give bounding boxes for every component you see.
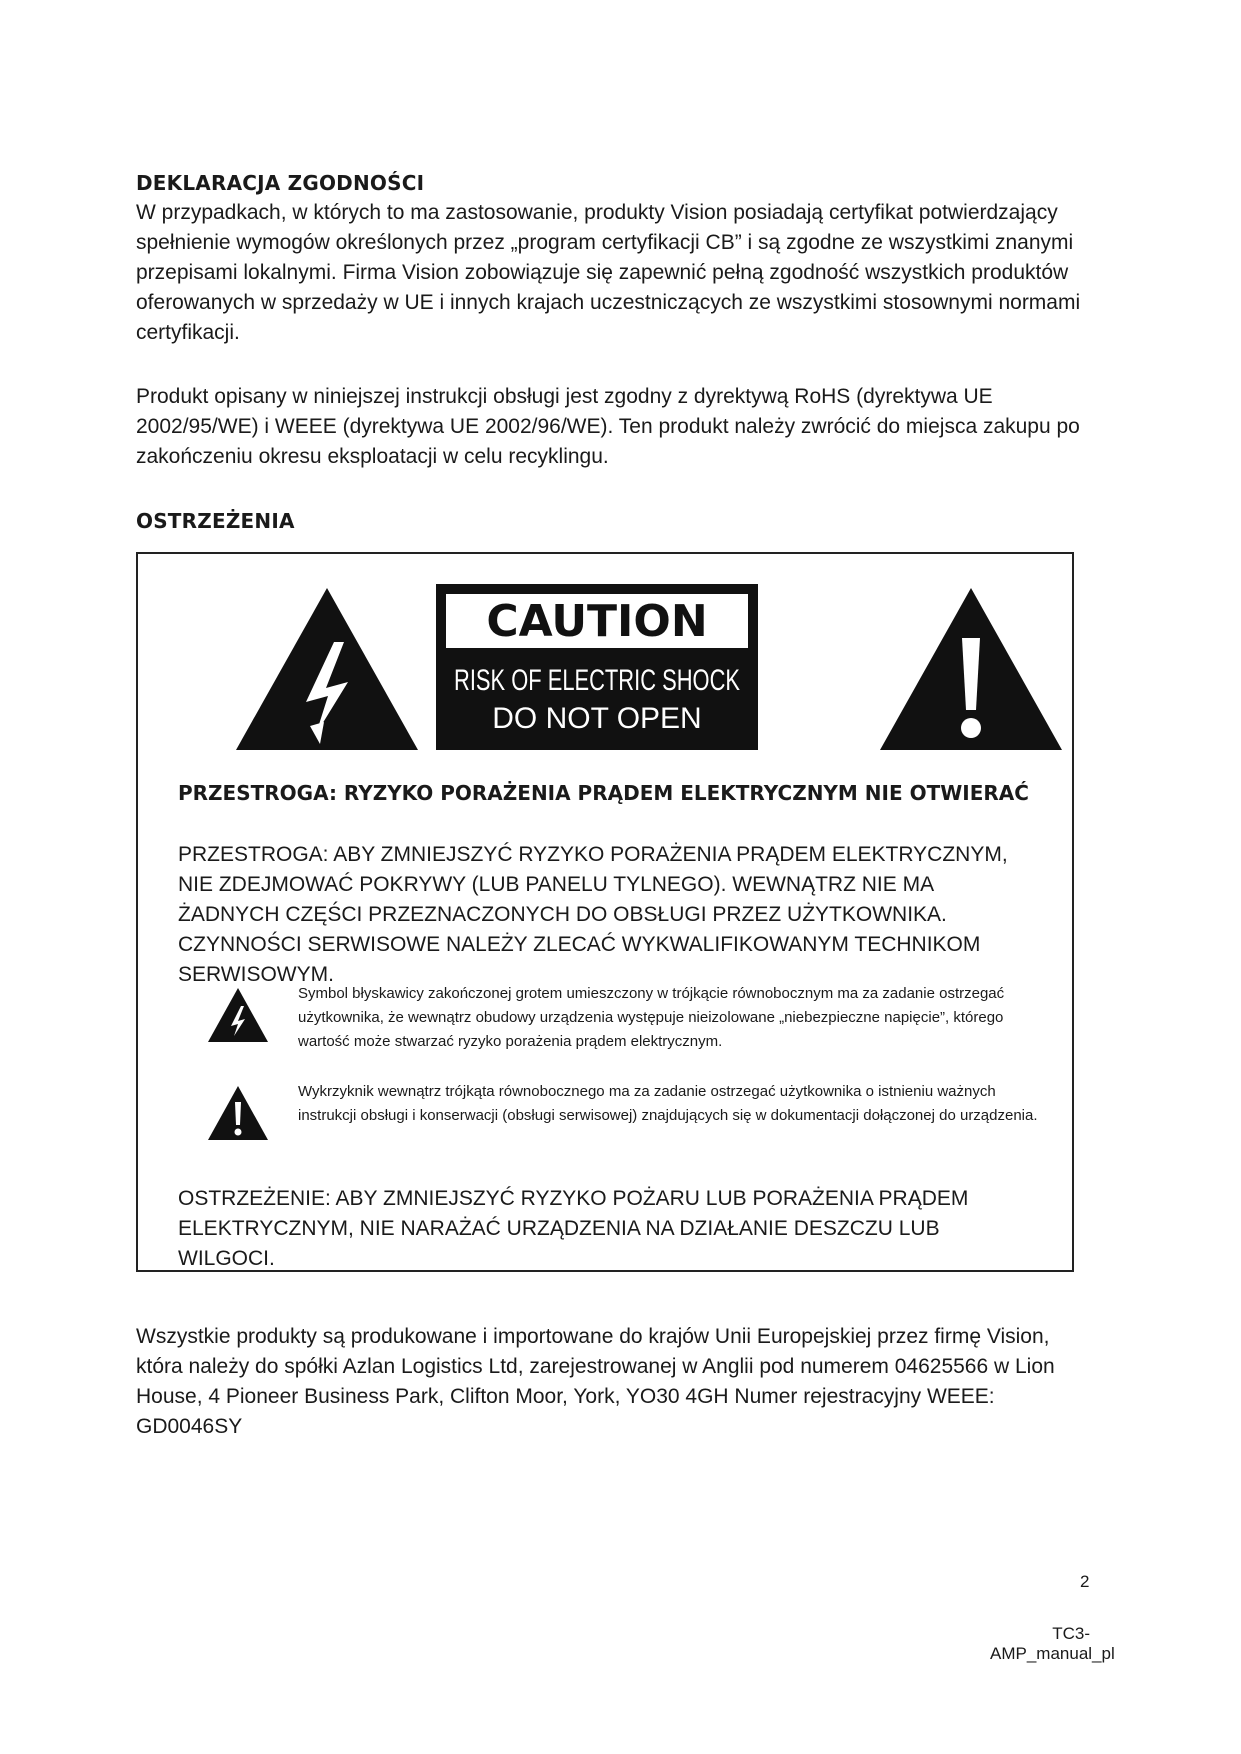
lightning-triangle-icon (206, 986, 270, 1044)
symbol-description: Wykrzyknik wewnątrz trójkąta równobocznego ma za zadanie ostrzegać użytkownika o istnieniu ważnych instrukcji obsługi i konserwacji (obsługi serwisowej) znajdujących się w dokumentacji dołączonej do urządzenia. (298, 1083, 1038, 1124)
warnings-heading: OSTRZEŻENIA (136, 509, 295, 533)
box-warning-text: OSTRZEŻENIE: ABY ZMNIEJSZYĆ RYZYKO POŻARU LUB PORAŻENIA PRĄDEM ELEKTRYCZNYM, NIE NARAŻAĆ URZĄDZENIA NA DZIAŁANIE DESZCZU LUB WILGOCI. (178, 1187, 969, 1270)
warning-box (136, 552, 1074, 1272)
rohs-weee-paragraph: Produkt opisany w niniejszej instrukcji obsługi jest zgodny z dyrektywą RoHS (dyrektywa UE 2002/95/WE) i WEEE (dyrektywa UE 2002/96/WE). Ten produkt należy zwrócić do miejsca zakupu po zakończeniu okresu eksploatacji w celu recyklingu. (136, 385, 1080, 468)
symbol-row-lightning (178, 982, 1048, 1072)
caution-line-2: DO NOT OPEN (492, 702, 702, 735)
exclamation-triangle-icon (876, 584, 1066, 754)
declaration-paragraph: W przypadkach, w których to ma zastosowanie, produkty Vision posiadają certyfikat potwierdzający spełnienie wymogów określonych przez „program certyfikacji CB” i są zgodne ze wszystkimi znanymi przepisami lokalnymi. Firma Vision zobowiązuje się zapewnić pełną zgodność wszystkich produktów oferowanych w sprzedaży w UE i innych krajach uczestniczących ze wszystkimi stosownymi normami certyfikacji. (136, 201, 1081, 344)
declaration-heading: DEKLARACJA ZGODNOŚCI (136, 171, 425, 195)
symbol-row-exclamation (178, 1080, 1048, 1170)
page-number: 2 (1080, 1572, 1090, 1591)
caution-title: CAUTION (486, 596, 708, 647)
caution-line-1: RISK OF ELECTRIC SHOCK (454, 664, 740, 697)
box-heading: PRZESTROGA: RYZYKO PORAŻENIA PRĄDEM ELEKTRYCZNYM NIE OTWIERAĆ (178, 781, 1029, 805)
document-id: TC3-AMP_manual_pl (990, 1624, 1115, 1663)
box-caution-text: PRZESTROGA: ABY ZMNIEJSZYĆ RYZYKO PORAŻENIA PRĄDEM ELEKTRYCZNYM, NIE ZDEJMOWAĆ POKRYWY (LUB PANELU TYLNEGO). WEWNĄTRZ NIE MA ŻADNYCH CZĘŚCI PRZEZNACZONYCH DO OBSŁUGI PRZEZ UŻYTKOWNIKA. CZYNNOŚCI SERWISOWE NALEŻY ZLECAĆ WYKWALIFIKOWANYM TECHNIKOM SERWISOWYM. (178, 843, 1008, 986)
importer-paragraph: Wszystkie produkty są produkowane i importowane do krajów Unii Europejskiej przez firmę Vision, która należy do spółki Azlan Logistics Ltd, zarejestrowanej w Anglii pod numerem 04625566 w Lion House, 4 Pioneer Business Park, Clifton Moor, York, YO30 4GH Numer rejestracyjny WEEE: GD0046SY (136, 1325, 1055, 1438)
lightning-triangle-icon (232, 584, 422, 754)
exclamation-triangle-icon (206, 1084, 270, 1142)
caution-sign (436, 584, 758, 750)
symbol-description: Symbol błyskawicy zakończonej grotem umieszczony w trójkącie równobocznym ma za zadanie ostrzegać użytkownika, że wewnątrz obudowy urządzenia występuje nieizolowane „niebezpieczne napięcie”, którego wartość może stwarzać ryzyko porażenia prądem elektrycznym. (298, 985, 1005, 1050)
